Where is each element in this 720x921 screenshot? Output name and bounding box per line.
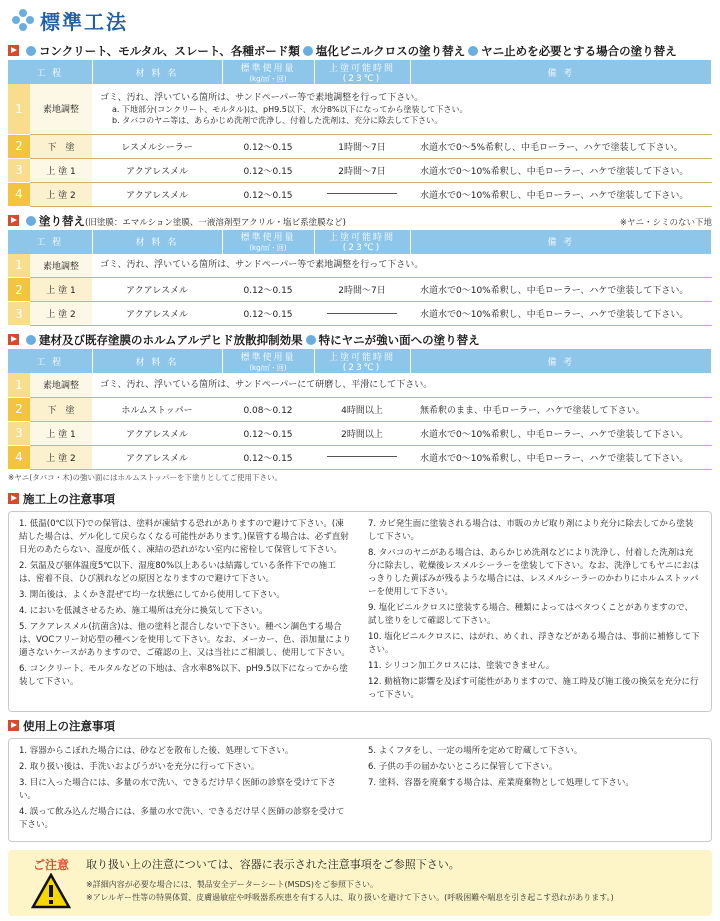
table-header: 工 程 材 料 名 標準使用量 (kg/㎡・回) 上塗可能時間(23℃) 備 考 xyxy=(8,230,712,254)
list-item: 2. 気温及び躯体温度5℃以下、湿度80%以上あるいは結露している条件下での施工は、密着不良、ひび割れなどの原因となりますので避けて下さい。 xyxy=(19,560,336,584)
usage-notes-right xyxy=(368,745,701,835)
table-row: 2 下 塗 レスメルシーラー 0.12〜0.15 1時間〜7日 水道水で0〜5%希釈し、中毛ローラー、ハケで塗装して下さい。 xyxy=(8,134,712,158)
construction-notes-left xyxy=(19,518,352,705)
list-item: 5. よくフタをし、一定の場所を定めて貯蔵して下さい。 xyxy=(368,745,583,756)
triangle-icon xyxy=(8,493,19,504)
usage-notes-left xyxy=(19,745,352,835)
table-row: 1 素地調整 ゴミ、汚れ、浮いている箇所は、サンドペーパー等で素地調整を行って下さい。 xyxy=(8,254,712,278)
bullet-dot-icon xyxy=(26,216,36,226)
caution-sub-text-2: ※アレルギー性等の特異体質、皮膚過敏症や呼吸器系疾患を有する人は、取り扱いを避けて下さい。(呼吸困難や喘息を引き起こす恐れがあります。) xyxy=(86,892,614,902)
table-header: 工 程 材 料 名 標準使用量 (kg/㎡・回) 上塗可能時間(23℃) 備 考 xyxy=(8,349,712,373)
list-item: 8. タバコのヤニがある場合は、あらかじめ洗剤などにより洗浄し、付着した洗剤は充分に除去し、乾燥後レスメルシーラーを塗装して下さい。なお、洗浄してもヤニにおはっきりした黄ばみが残るような場合には、レスメルシーラーのかわりにホルムストッパーを使用して下さい。 xyxy=(368,547,700,597)
th-usage: 標準使用量 (kg/㎡・回) xyxy=(222,60,314,84)
section-2-sub: (旧塗膜：エマルション塗膜、一液溶剤型アクリル・塩ビ系塗膜など) xyxy=(85,217,346,228)
dash-line xyxy=(327,313,397,314)
section-1-label-c: ヤニ止めを必要とする場合の塗り替え xyxy=(481,44,677,58)
usage-heading: 使用上の注意事項 xyxy=(8,718,712,735)
process-table-1 xyxy=(8,60,712,207)
bullet-dot-icon xyxy=(26,335,36,345)
page-title: 標準工法 xyxy=(40,9,128,34)
triangle-icon xyxy=(8,215,19,226)
dash-line xyxy=(327,456,397,457)
warning-icon xyxy=(31,873,71,909)
section-heading-2 xyxy=(8,213,712,230)
process-table-2 xyxy=(8,230,712,327)
list-item: 4. 誤って飲み込んだ場合には、多量の水で洗い、できるだけ早く医師の診察を受けて下さい。 xyxy=(19,806,345,830)
table-row: 3 上 塗 1 アクアレスメル 0.12〜0.15 2時間以上 水道水で0〜10%希釈し、中毛ローラー、ハケで塗装して下さい。 xyxy=(8,421,712,445)
section-heading-3 xyxy=(8,332,712,349)
triangle-icon xyxy=(8,45,19,56)
caution-box xyxy=(8,850,712,916)
table-row: 3 上 塗 2 アクアレスメル 0.12〜0.15 水道水で0〜10%希釈し、中毛ローラー、ハケで塗装して下さい。 xyxy=(8,302,712,326)
bullet-dot-icon xyxy=(26,46,36,56)
list-item: 6. 子供の手の届かないところに保管して下さい。 xyxy=(368,761,558,772)
section-1-label-b: 塩化ビニルクロスの塗り替え xyxy=(315,44,466,58)
construction-notes-right xyxy=(368,518,701,705)
title-row xyxy=(8,0,712,40)
caution-main-text: 取り扱い上の注意については、容器に表示された注意事項をご参照下さい。 xyxy=(86,857,460,871)
table-row: 1 素地調整 ゴミ、汚れ、浮いている箇所は、サンドペーパー等で素地調整を行って下さい。 a. 下地部分(コンクリート、モルタル)は、pH9.5以下、水分8%以下になってから塗装して下さい。 b. タバコのヤニ等は、あらかじめ洗剤で洗浄し、付着した洗剤は、充分に除去して下さい。 xyxy=(8,84,712,134)
list-item: 6. コンクリート、モルタルなどの下地は、含水率8%以下、pH9.5以下になってから塗装して下さい。 xyxy=(19,663,348,687)
th-interval: 上塗可能時間(23℃) xyxy=(314,60,410,84)
bullet-dot-icon xyxy=(468,46,478,56)
list-item: 2. 取り扱い後は、手洗いおよびうがいを充分に行って下さい。 xyxy=(19,761,260,772)
list-item: 9. 塩化ビニルクロスに塗装する場合、種類によってはベタつくことがありますので、試し塗りをして確認して下さい。 xyxy=(368,602,693,626)
table-row: 4 上 塗 2 アクアレスメル 0.12〜0.15 水道水で0〜10%希釈し、中毛ローラー、ハケで塗装して下さい。 xyxy=(8,182,712,206)
triangle-icon xyxy=(8,720,19,731)
list-item: 1. 低温(0℃以下)での保管は、塗料が凍結する恐れがありますので避けて下さい。(凍結した場合は、ゲル化して戻らなくなる可能性があります。)保管する場合は、必ず直射日光のあたらない、湿度が低く、凍結の恐れがない室内に密栓して保管して下さい。 xyxy=(19,518,349,555)
section-heading-1 xyxy=(8,43,712,60)
table-row: 4 上 塗 2 アクアレスメル 0.12〜0.15 水道水で0〜10%希釈し、中毛ローラー、ハケで塗装して下さい。 xyxy=(8,445,712,469)
th-process: 工 程 xyxy=(8,60,92,84)
dash-line xyxy=(327,193,397,194)
table-header xyxy=(8,60,712,84)
caution-sub-text-1: ※詳細内容が必要な場合には、製品安全データーシート(MSDS)をご参照下さい。 xyxy=(86,879,379,889)
th-material: 材 料 名 xyxy=(92,60,222,84)
logo-icon xyxy=(12,9,34,31)
bullet-dot-icon xyxy=(303,46,313,56)
section-3-label-b: 特にヤニが強い面への塗り替え xyxy=(318,333,480,347)
table-3-footnote: ※ヤニ(タバコ・木)の強い面にはホルムストッパーを下塗りとしてご使用下さい。 xyxy=(8,472,283,482)
list-item: 3. 開缶後は、よくかき混ぜて均一な状態にしてから使用して下さい。 xyxy=(19,589,285,600)
table-row: 2 上 塗 1 アクアレスメル 0.12〜0.15 2時間〜7日 水道水で0〜10%希釈し、中毛ローラー、ハケで塗装して下さい。 xyxy=(8,278,712,302)
section-2-note: ※ヤニ・シミのない下地 xyxy=(619,217,712,228)
section-1-label-a: コンクリート、モルタル、スレート、各種ボード類 xyxy=(39,44,300,58)
th-remarks: 備 考 xyxy=(410,60,712,84)
list-item: 11. シリコン加工クロスには、塗装できません。 xyxy=(368,660,555,671)
list-item: 3. 目に入った場合には、多量の水で洗い、できるだけ早く医師の診察を受けて下さい。 xyxy=(19,777,336,801)
list-item: 7. 塗料、容器を廃棄する場合は、産業廃棄物として処理して下さい。 xyxy=(368,777,634,788)
construction-heading: 施工上の注意事項 xyxy=(8,491,712,508)
process-table-3 xyxy=(8,349,712,470)
caution-title: ご注意 xyxy=(32,857,69,872)
list-item: 5. アクアレスメル(抗菌含)は、他の塗料と混合しないで下さい。種ペン調色する場合は、VOCフリー対応型の種ペンを使用して下さい。なお、メーカー、色、添加量により適さないケースがありますので、ご確認の上、又は当社にご相談し、使用して下さい。 xyxy=(19,621,351,658)
table-row: 3 上 塗 1 アクアレスメル 0.12〜0.15 2時間〜7日 水道水で0〜10%希釈し、中毛ローラー、ハケで塗装して下さい。 xyxy=(8,158,712,182)
section-2-label: 塗り替え xyxy=(39,213,85,228)
section-3-label-a: 建材及び既存塗膜のホルムアルデヒド放散抑制効果 xyxy=(39,333,303,347)
list-item: 1. 容器からこぼれた場合には、砂などを散布した後、処理して下さい。 xyxy=(19,745,294,756)
list-item: 12. 動植物に影響を及ぼす可能性がありますので、施工時及び施工後の換気を充分に行って下さい。 xyxy=(368,676,699,700)
usage-notes-box xyxy=(8,738,712,842)
list-item: 7. カビ発生面に塗装される場合は、市販のカビ取り剤により充分に除去してから塗装して下さい。 xyxy=(368,518,694,542)
table-row: 2 下 塗 ホルムストッパー 0.08〜0.12 4時間以上 無希釈のまま、中毛ローラー、ハケで塗装して下さい。 xyxy=(8,397,712,421)
construction-notes-box xyxy=(8,511,712,712)
table-row: 1 素地調整 ゴミ、汚れ、浮いている箇所は、サンドペーパーにて研磨し、平滑にして下さい。 xyxy=(8,373,712,397)
triangle-icon xyxy=(8,334,19,345)
bullet-dot-icon xyxy=(306,335,316,345)
list-item: 4. においを低減させるため、施工場所は充分に換気して下さい。 xyxy=(19,605,268,616)
list-item: 10. 塩化ビニルクロスに、はがれ、めくれ、浮きなどがある場合は、事前に補修して下さい。 xyxy=(368,631,700,655)
